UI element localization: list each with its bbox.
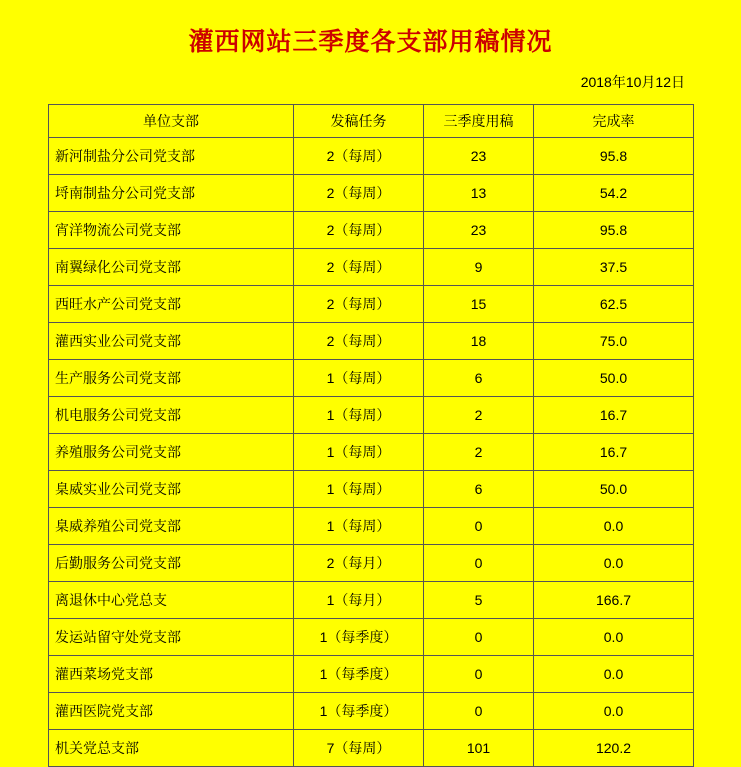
cell-rate: 120.2	[534, 730, 694, 767]
cell-rate: 50.0	[534, 360, 694, 397]
cell-used: 23	[424, 138, 534, 175]
table-row	[49, 656, 694, 693]
cell-task: 7（每周）	[294, 730, 424, 767]
table-row	[49, 582, 694, 619]
table-row	[49, 175, 694, 212]
column-header-used: 三季度用稿	[424, 105, 534, 138]
table-body	[49, 138, 694, 767]
cell-unit: 养殖服务公司党支部	[49, 434, 294, 471]
cell-used: 2	[424, 434, 534, 471]
cell-used: 2	[424, 397, 534, 434]
cell-task: 1（每周）	[294, 434, 424, 471]
cell-rate: 16.7	[534, 434, 694, 471]
cell-used: 15	[424, 286, 534, 323]
cell-used: 23	[424, 212, 534, 249]
cell-unit: 南翼绿化公司党支部	[49, 249, 294, 286]
cell-task: 1（每周）	[294, 397, 424, 434]
cell-unit: 机电服务公司党支部	[49, 397, 294, 434]
cell-rate: 0.0	[534, 508, 694, 545]
cell-task: 2（每周）	[294, 175, 424, 212]
cell-unit: 臬威实业公司党支部	[49, 471, 294, 508]
cell-rate: 95.8	[534, 212, 694, 249]
cell-task: 1（每周）	[294, 508, 424, 545]
cell-task: 1（每季度）	[294, 656, 424, 693]
table-row	[49, 138, 694, 175]
cell-task: 2（每周）	[294, 323, 424, 360]
cell-rate: 62.5	[534, 286, 694, 323]
cell-unit: 灌西医院党支部	[49, 693, 294, 730]
table-row	[49, 323, 694, 360]
cell-task: 1（每季度）	[294, 619, 424, 656]
table-row	[49, 619, 694, 656]
cell-rate: 0.0	[534, 619, 694, 656]
cell-unit: 机关党总支部	[49, 730, 294, 767]
cell-task: 2（每周）	[294, 286, 424, 323]
table-row	[49, 730, 694, 767]
cell-used: 0	[424, 508, 534, 545]
cell-task: 1（每季度）	[294, 693, 424, 730]
column-header-rate: 完成率	[534, 105, 694, 138]
cell-unit: 灌西菜场党支部	[49, 656, 294, 693]
cell-unit: 西旺水产公司党支部	[49, 286, 294, 323]
cell-used: 18	[424, 323, 534, 360]
cell-rate: 37.5	[534, 249, 694, 286]
cell-rate: 0.0	[534, 656, 694, 693]
cell-unit: 发运站留守处党支部	[49, 619, 294, 656]
cell-rate: 54.2	[534, 175, 694, 212]
cell-unit: 新河制盐分公司党支部	[49, 138, 294, 175]
cell-used: 0	[424, 619, 534, 656]
table-container	[0, 92, 741, 767]
table-header	[49, 105, 694, 138]
cell-used: 5	[424, 582, 534, 619]
report-table	[48, 104, 694, 767]
table-row	[49, 397, 694, 434]
cell-task: 1（每月）	[294, 582, 424, 619]
table-header-row	[49, 105, 694, 138]
cell-unit: 灌西实业公司党支部	[49, 323, 294, 360]
cell-unit: 生产服务公司党支部	[49, 360, 294, 397]
document-date: 2018年10月12日	[580, 74, 685, 90]
table-row	[49, 360, 694, 397]
cell-rate: 95.8	[534, 138, 694, 175]
table-row	[49, 545, 694, 582]
cell-used: 101	[424, 730, 534, 767]
cell-rate: 75.0	[534, 323, 694, 360]
cell-unit: 宵洋物流公司党支部	[49, 212, 294, 249]
cell-unit: 后勤服务公司党支部	[49, 545, 294, 582]
table-row	[49, 434, 694, 471]
table-row	[49, 212, 694, 249]
table-row	[49, 286, 694, 323]
cell-rate: 50.0	[534, 471, 694, 508]
column-header-unit: 单位支部	[49, 105, 294, 138]
cell-unit: 离退休中心党总支	[49, 582, 294, 619]
cell-used: 0	[424, 545, 534, 582]
cell-task: 1（每周）	[294, 471, 424, 508]
cell-used: 0	[424, 656, 534, 693]
cell-unit: 臬威养殖公司党支部	[49, 508, 294, 545]
cell-rate: 166.7	[534, 582, 694, 619]
column-header-task: 发稿任务	[294, 105, 424, 138]
cell-used: 6	[424, 360, 534, 397]
cell-used: 13	[424, 175, 534, 212]
table-row	[49, 471, 694, 508]
table-row	[49, 508, 694, 545]
table-row	[49, 693, 694, 730]
cell-task: 1（每周）	[294, 360, 424, 397]
table-row	[49, 249, 694, 286]
cell-used: 9	[424, 249, 534, 286]
cell-rate: 0.0	[534, 545, 694, 582]
cell-unit: 埒南制盐分公司党支部	[49, 175, 294, 212]
cell-task: 2（每周）	[294, 249, 424, 286]
cell-rate: 0.0	[534, 693, 694, 730]
cell-used: 6	[424, 471, 534, 508]
cell-task: 2（每周）	[294, 138, 424, 175]
cell-rate: 16.7	[534, 397, 694, 434]
cell-used: 0	[424, 693, 534, 730]
cell-task: 2（每月）	[294, 545, 424, 582]
cell-task: 2（每周）	[294, 212, 424, 249]
page-title: 灌西网站三季度各支部用稿情况	[188, 29, 553, 56]
